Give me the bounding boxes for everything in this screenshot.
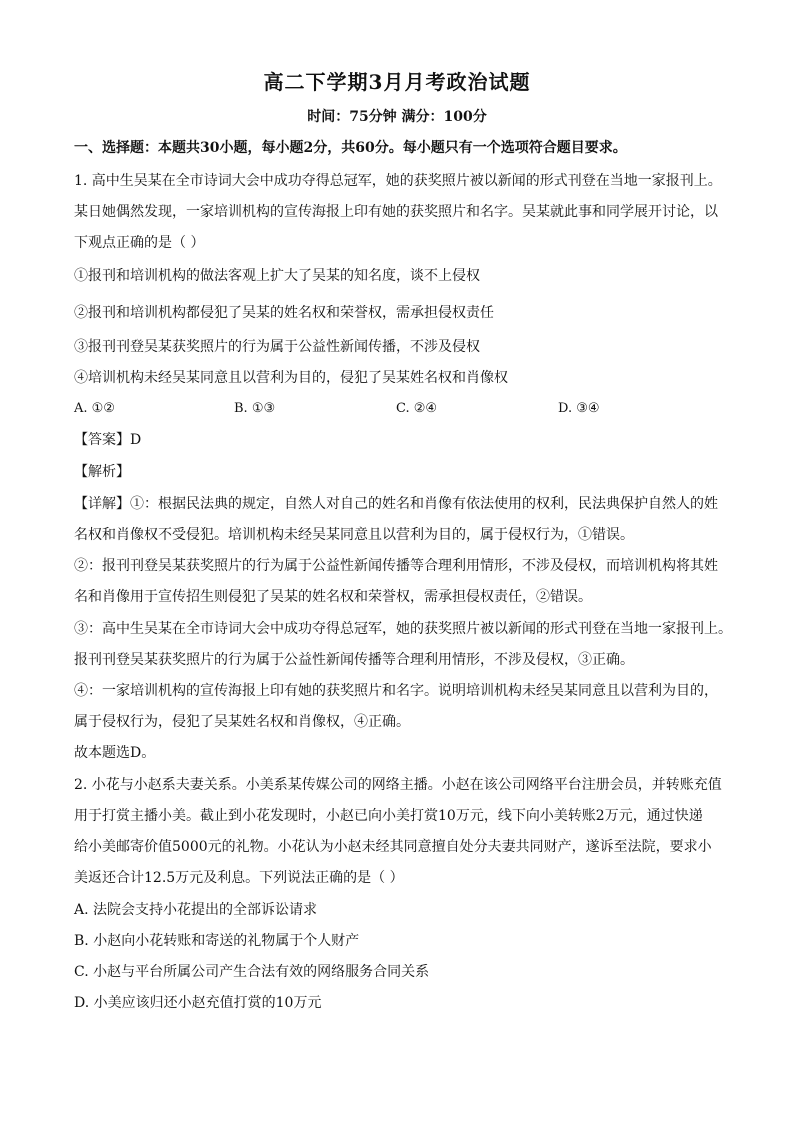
q1-stem-line: 某日她偶然发现，一家培训机构的宣传海报上印有她的获奖照片和名字。吴某就此事和同学展开讨论，以: [74, 204, 718, 220]
q1-answer: 【答案】D: [74, 432, 142, 448]
q1-statement: ④培训机构未经吴某同意且以营利为目的，侵犯了吴某姓名权和肖像权: [74, 370, 508, 386]
q1-option-a: A. ①②: [74, 401, 115, 416]
q2-option-c: C. 小赵与平台所属公司产生合法有效的网络服务合同关系: [74, 964, 430, 980]
q1-option-d: D. ③④: [558, 401, 600, 416]
q1-analysis-line: ③：高中生吴某在全市诗词大会中成功夺得总冠军，她的获奖照片被以新闻的形式刊登在当地一家报刊上。: [74, 621, 732, 637]
q1-analysis-label: 【解析】: [74, 464, 130, 480]
q1-analysis-line: 名和肖像用于宣传招生则侵犯了吴某的姓名权和荣誉权，需承担侵权责任，②错误。: [74, 589, 592, 605]
q1-conclusion: 故本题选D。: [74, 745, 156, 761]
q2-option-a: A. 法院会支持小花提出的全部诉讼请求: [74, 902, 318, 918]
q1-stem-line: 下观点正确的是（ ）: [74, 235, 205, 251]
q2-stem-line: 2. 小花与小赵系夫妻关系。小美系某传媒公司的网络主播。小赵在该公司网络平台注册会员，并转账充值: [74, 777, 722, 793]
q2-stem-line: 美返还合计12.5万元及利息。下列说法正确的是（ ）: [74, 870, 404, 886]
q2-stem-line: 用于打赏主播小美。截止到小花发现时，小赵已向小美打赏10万元，线下向小美转账2万元，通过快递: [74, 808, 703, 824]
q1-option-c: C. ②④: [396, 401, 438, 416]
q1-statement: ②报刊和培训机构都侵犯了吴某的姓名权和荣誉权，需承担侵权责任: [74, 305, 494, 321]
q1-analysis-line: 名权和肖像权不受侵犯。培训机构未经吴某同意且以营利为目的，属于侵权行为，①错误。: [74, 527, 634, 543]
q1-analysis-line: 报刊刊登吴某获奖照片的行为属于公益性新闻传播等合理利用情形，不涉及侵权，③正确。: [74, 652, 634, 668]
q1-analysis-line: 属于侵权行为，侵犯了吴某姓名权和肖像权，④正确。: [74, 714, 410, 730]
page-title: 高二下学期3月月考政治试题: [263, 70, 531, 94]
q1-option-b: B. ①③: [234, 401, 276, 416]
q1-statement: ③报刊刊登吴某获奖照片的行为属于公益性新闻传播，不涉及侵权: [74, 339, 480, 355]
q1-stem-line: 1. 高中生吴某在全市诗词大会中成功夺得总冠军，她的获奖照片被以新闻的形式刊登在当地一家报刊上。: [74, 173, 722, 189]
q2-stem-line: 给小美邮寄价值5000元的礼物。小花认为小赵未经其同意擅自处分夫妻共同财产，遂诉至法院，要求小: [74, 839, 712, 855]
q2-option-d: D. 小美应该归还小赵充值打赏的10万元: [74, 995, 322, 1011]
section-heading: 一、选择题：本题共30小题，每小题2分，共60分。每小题只有一个选项符合题目要求。: [74, 140, 627, 156]
q2-option-b: B. 小赵向小花转账和寄送的礼物属于个人财产: [74, 933, 360, 949]
q1-analysis-line: 【详解】①：根据民法典的规定，自然人对自己的姓名和肖像有依法使用的权利，民法典保护自然人的姓: [74, 496, 718, 512]
q1-analysis-line: ④：一家培训机构的宣传海报上印有她的获奖照片和名字。说明培训机构未经吴某同意且以营利为目的，: [74, 683, 718, 699]
exam-info: 时间：75分钟 满分：100分: [307, 109, 487, 125]
q1-statement: ①报刊和培训机构的做法客观上扩大了吴某的知名度，谈不上侵权: [74, 268, 480, 284]
q1-analysis-line: ②：报刊刊登吴某获奖照片的行为属于公益性新闻传播等合理利用情形，不涉及侵权，而培训机构将其姓: [74, 558, 718, 574]
